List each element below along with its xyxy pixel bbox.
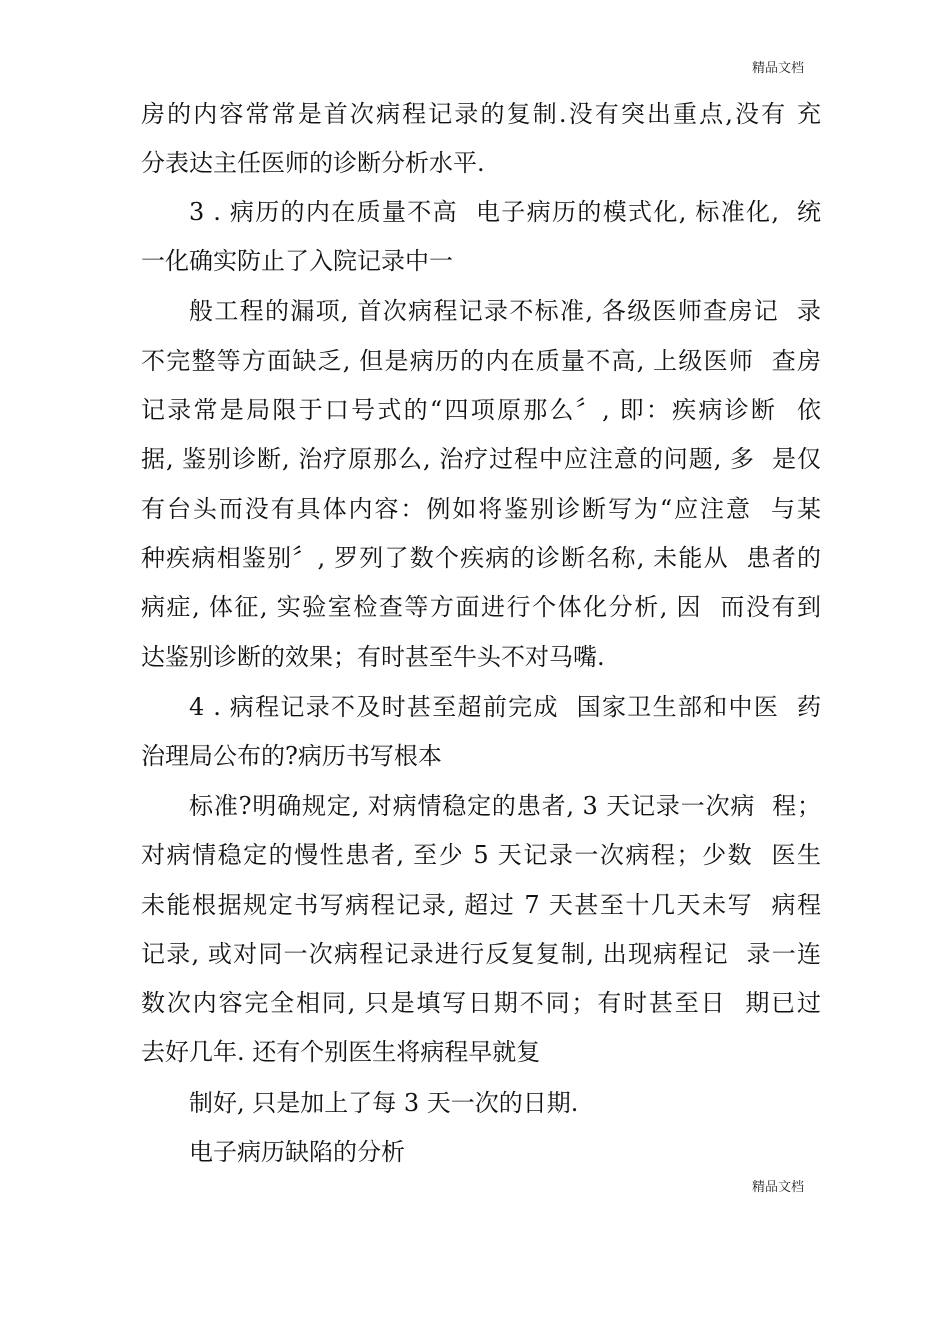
text-line-16: 对病情稳定的慢性患者, 至少 5 天记录一次病程；少数 医生 <box>141 841 821 869</box>
header-watermark-text: 精品文档 <box>752 61 805 76</box>
text-line-7: 记录常是局限于口号式的“四项原那么〞, 即：疾病诊断 依 <box>141 396 821 424</box>
text-line-6: 不完整等方面缺乏, 但是病历的内在质量不高, 上级医师 查房 <box>141 347 821 375</box>
text-line-5: 般工程的漏项, 首次病程记录不标准, 各级医师查房记 录 <box>189 297 821 325</box>
section-heading: 电子病历缺陷的分析 <box>189 1138 405 1166</box>
text-line-9: 有台头而没有具体内容：例如将鉴别诊断写为“应注意 与某 <box>141 495 821 523</box>
text-line-8: 据, 鉴别诊断, 治疗原那么, 治疗过程中应注意的问题, 多 是仅 <box>141 445 821 473</box>
text-line-12: 达鉴别诊断的效果；有时甚至牛头不对马嘴. <box>141 643 605 671</box>
text-line-19: 数次内容完全相同, 只是填写日期不同；有时甚至日 期已过 <box>141 989 821 1017</box>
text-line-14: 治理局公布的?病历书写根本 <box>141 742 442 770</box>
text-line-11: 病症, 体征, 实验室检查等方面进行个体化分析, 因 而没有到 <box>141 593 821 621</box>
text-line-3: 3 . 病历的内在质量不高 电子病历的模式化, 标准化, 统 <box>189 198 821 226</box>
text-line-10: 种疾病相鉴别〞, 罗列了数个疾病的诊断名称, 未能从 患者的 <box>141 544 821 572</box>
text-line-15: 标准?明确规定, 对病情稳定的患者, 3 天记录一次病 程； <box>189 792 821 820</box>
text-line-20: 去好几年. 还有个别医生将病程早就复 <box>141 1038 541 1066</box>
text-line-18: 记录, 或对同一次病程记录进行反复复制, 出现病程记 录一连 <box>141 940 821 968</box>
text-line-2: 分表达主任医师的诊断分析水平. <box>141 149 485 177</box>
text-line-4: 一化确实防止了入院记录中一 <box>141 247 453 275</box>
text-line-13: 4 . 病程记录不及时甚至超前完成 国家卫生部和中医 药 <box>189 693 821 721</box>
text-line-17: 未能根据规定书写病程记录, 超过 7 天甚至十几天未写 病程 <box>141 891 821 919</box>
text-line-21: 制好, 只是加上了每 3 天一次的日期. <box>189 1089 579 1117</box>
footer-watermark-text: 精品文档 <box>752 1180 805 1195</box>
text-line-1: 房的内容常常是首次病程记录的复制.没有突出重点,没有 充 <box>141 100 821 128</box>
